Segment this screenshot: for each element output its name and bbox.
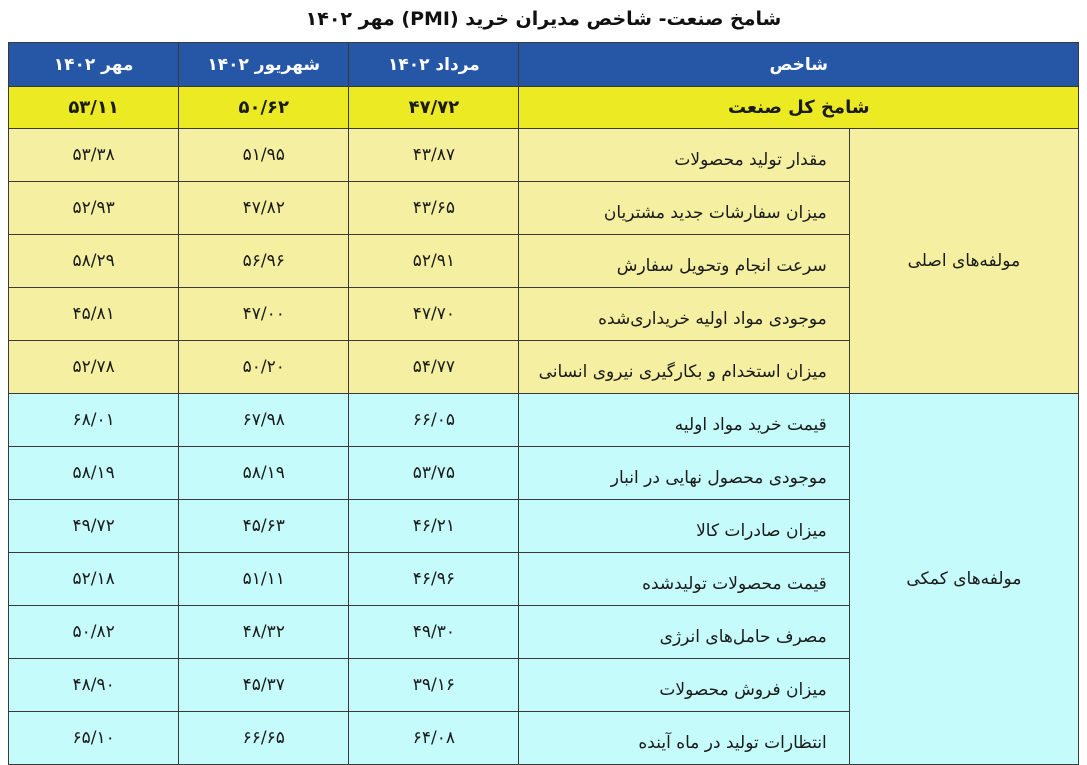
- row-value-2: ۵۸/۱۹: [179, 447, 349, 500]
- group-label-main: مولفه‌های اصلی: [849, 129, 1078, 394]
- row-value-2: ۴۷/۰۰: [179, 288, 349, 341]
- row-value-3: ۶۵/۱۰: [9, 712, 179, 765]
- row-name: قیمت خرید مواد اولیه: [519, 394, 849, 447]
- total-label: شامخ کل صنعت: [519, 87, 1079, 129]
- row-value-1: ۴۹/۳۰: [349, 606, 519, 659]
- row-value-2: ۴۵/۳۷: [179, 659, 349, 712]
- group-label-aux: مولفه‌های کمکی: [849, 394, 1078, 765]
- header-col1: مرداد ۱۴۰۲: [349, 43, 519, 87]
- row-value-2: ۴۵/۶۳: [179, 500, 349, 553]
- row-name: میزان سفارشات جدید مشتریان: [519, 182, 849, 235]
- row-name: میزان صادرات کالا: [519, 500, 849, 553]
- total-value-1: ۴۷/۷۲: [349, 87, 519, 129]
- row-value-3: ۵۸/۱۹: [9, 447, 179, 500]
- row-name: موجودی محصول نهایی در انبار: [519, 447, 849, 500]
- row-value-1: ۶۶/۰۵: [349, 394, 519, 447]
- row-value-2: ۵۶/۹۶: [179, 235, 349, 288]
- row-value-1: ۴۶/۹۶: [349, 553, 519, 606]
- row-value-2: ۵۱/۹۵: [179, 129, 349, 182]
- row-value-3: ۵۳/۳۸: [9, 129, 179, 182]
- header-indicator: شاخص: [519, 43, 1079, 87]
- row-value-2: ۶۷/۹۸: [179, 394, 349, 447]
- row-value-3: ۴۹/۷۲: [9, 500, 179, 553]
- row-value-2: ۵۱/۱۱: [179, 553, 349, 606]
- total-value-3: ۵۳/۱۱: [9, 87, 179, 129]
- row-value-1: ۵۳/۷۵: [349, 447, 519, 500]
- header-col3: مهر ۱۴۰۲: [9, 43, 179, 87]
- header-row: [9, 43, 1079, 87]
- header-col2: شهریور ۱۴۰۲: [179, 43, 349, 87]
- row-value-3: ۵۲/۱۸: [9, 553, 179, 606]
- row-value-1: ۶۴/۰۸: [349, 712, 519, 765]
- row-name: مقدار تولید محصولات: [519, 129, 849, 182]
- row-name: سرعت انجام وتحویل سفارش: [519, 235, 849, 288]
- row-value-2: ۴۷/۸۲: [179, 182, 349, 235]
- total-value-2: ۵۰/۶۲: [179, 87, 349, 129]
- table-row: [9, 129, 1079, 182]
- row-value-1: ۳۹/۱۶: [349, 659, 519, 712]
- table-title: شامخ صنعت- شاخص مدیران خرید (PMI) مهر ۱۴۰۲: [305, 8, 782, 30]
- row-value-3: ۶۸/۰۱: [9, 394, 179, 447]
- row-value-2: ۶۶/۶۵: [179, 712, 349, 765]
- row-value-3: ۵۲/۹۳: [9, 182, 179, 235]
- row-name: قیمت محصولات تولیدشده: [519, 553, 849, 606]
- total-row: [9, 87, 1079, 129]
- row-value-1: ۴۷/۷۰: [349, 288, 519, 341]
- row-name: مصرف حامل‌های انرژی: [519, 606, 849, 659]
- row-name: انتظارات تولید در ماه آینده: [519, 712, 849, 765]
- table-row: [9, 394, 1079, 447]
- row-value-1: ۵۴/۷۷: [349, 341, 519, 394]
- row-value-1: ۴۳/۸۷: [349, 129, 519, 182]
- row-value-3: ۵۸/۲۹: [9, 235, 179, 288]
- row-name: موجودی مواد اولیه خریداری‌شده: [519, 288, 849, 341]
- row-value-3: ۵۰/۸۲: [9, 606, 179, 659]
- row-value-1: ۴۳/۶۵: [349, 182, 519, 235]
- row-value-3: ۵۲/۷۸: [9, 341, 179, 394]
- row-name: میزان فروش محصولات: [519, 659, 849, 712]
- row-value-2: ۴۸/۳۲: [179, 606, 349, 659]
- row-value-1: ۴۶/۲۱: [349, 500, 519, 553]
- row-value-3: ۴۵/۸۱: [9, 288, 179, 341]
- row-value-2: ۵۰/۲۰: [179, 341, 349, 394]
- row-name: میزان استخدام و بکارگیری نیروی انسانی: [519, 341, 849, 394]
- row-value-3: ۴۸/۹۰: [9, 659, 179, 712]
- pmi-table: [8, 42, 1079, 765]
- row-value-1: ۵۲/۹۱: [349, 235, 519, 288]
